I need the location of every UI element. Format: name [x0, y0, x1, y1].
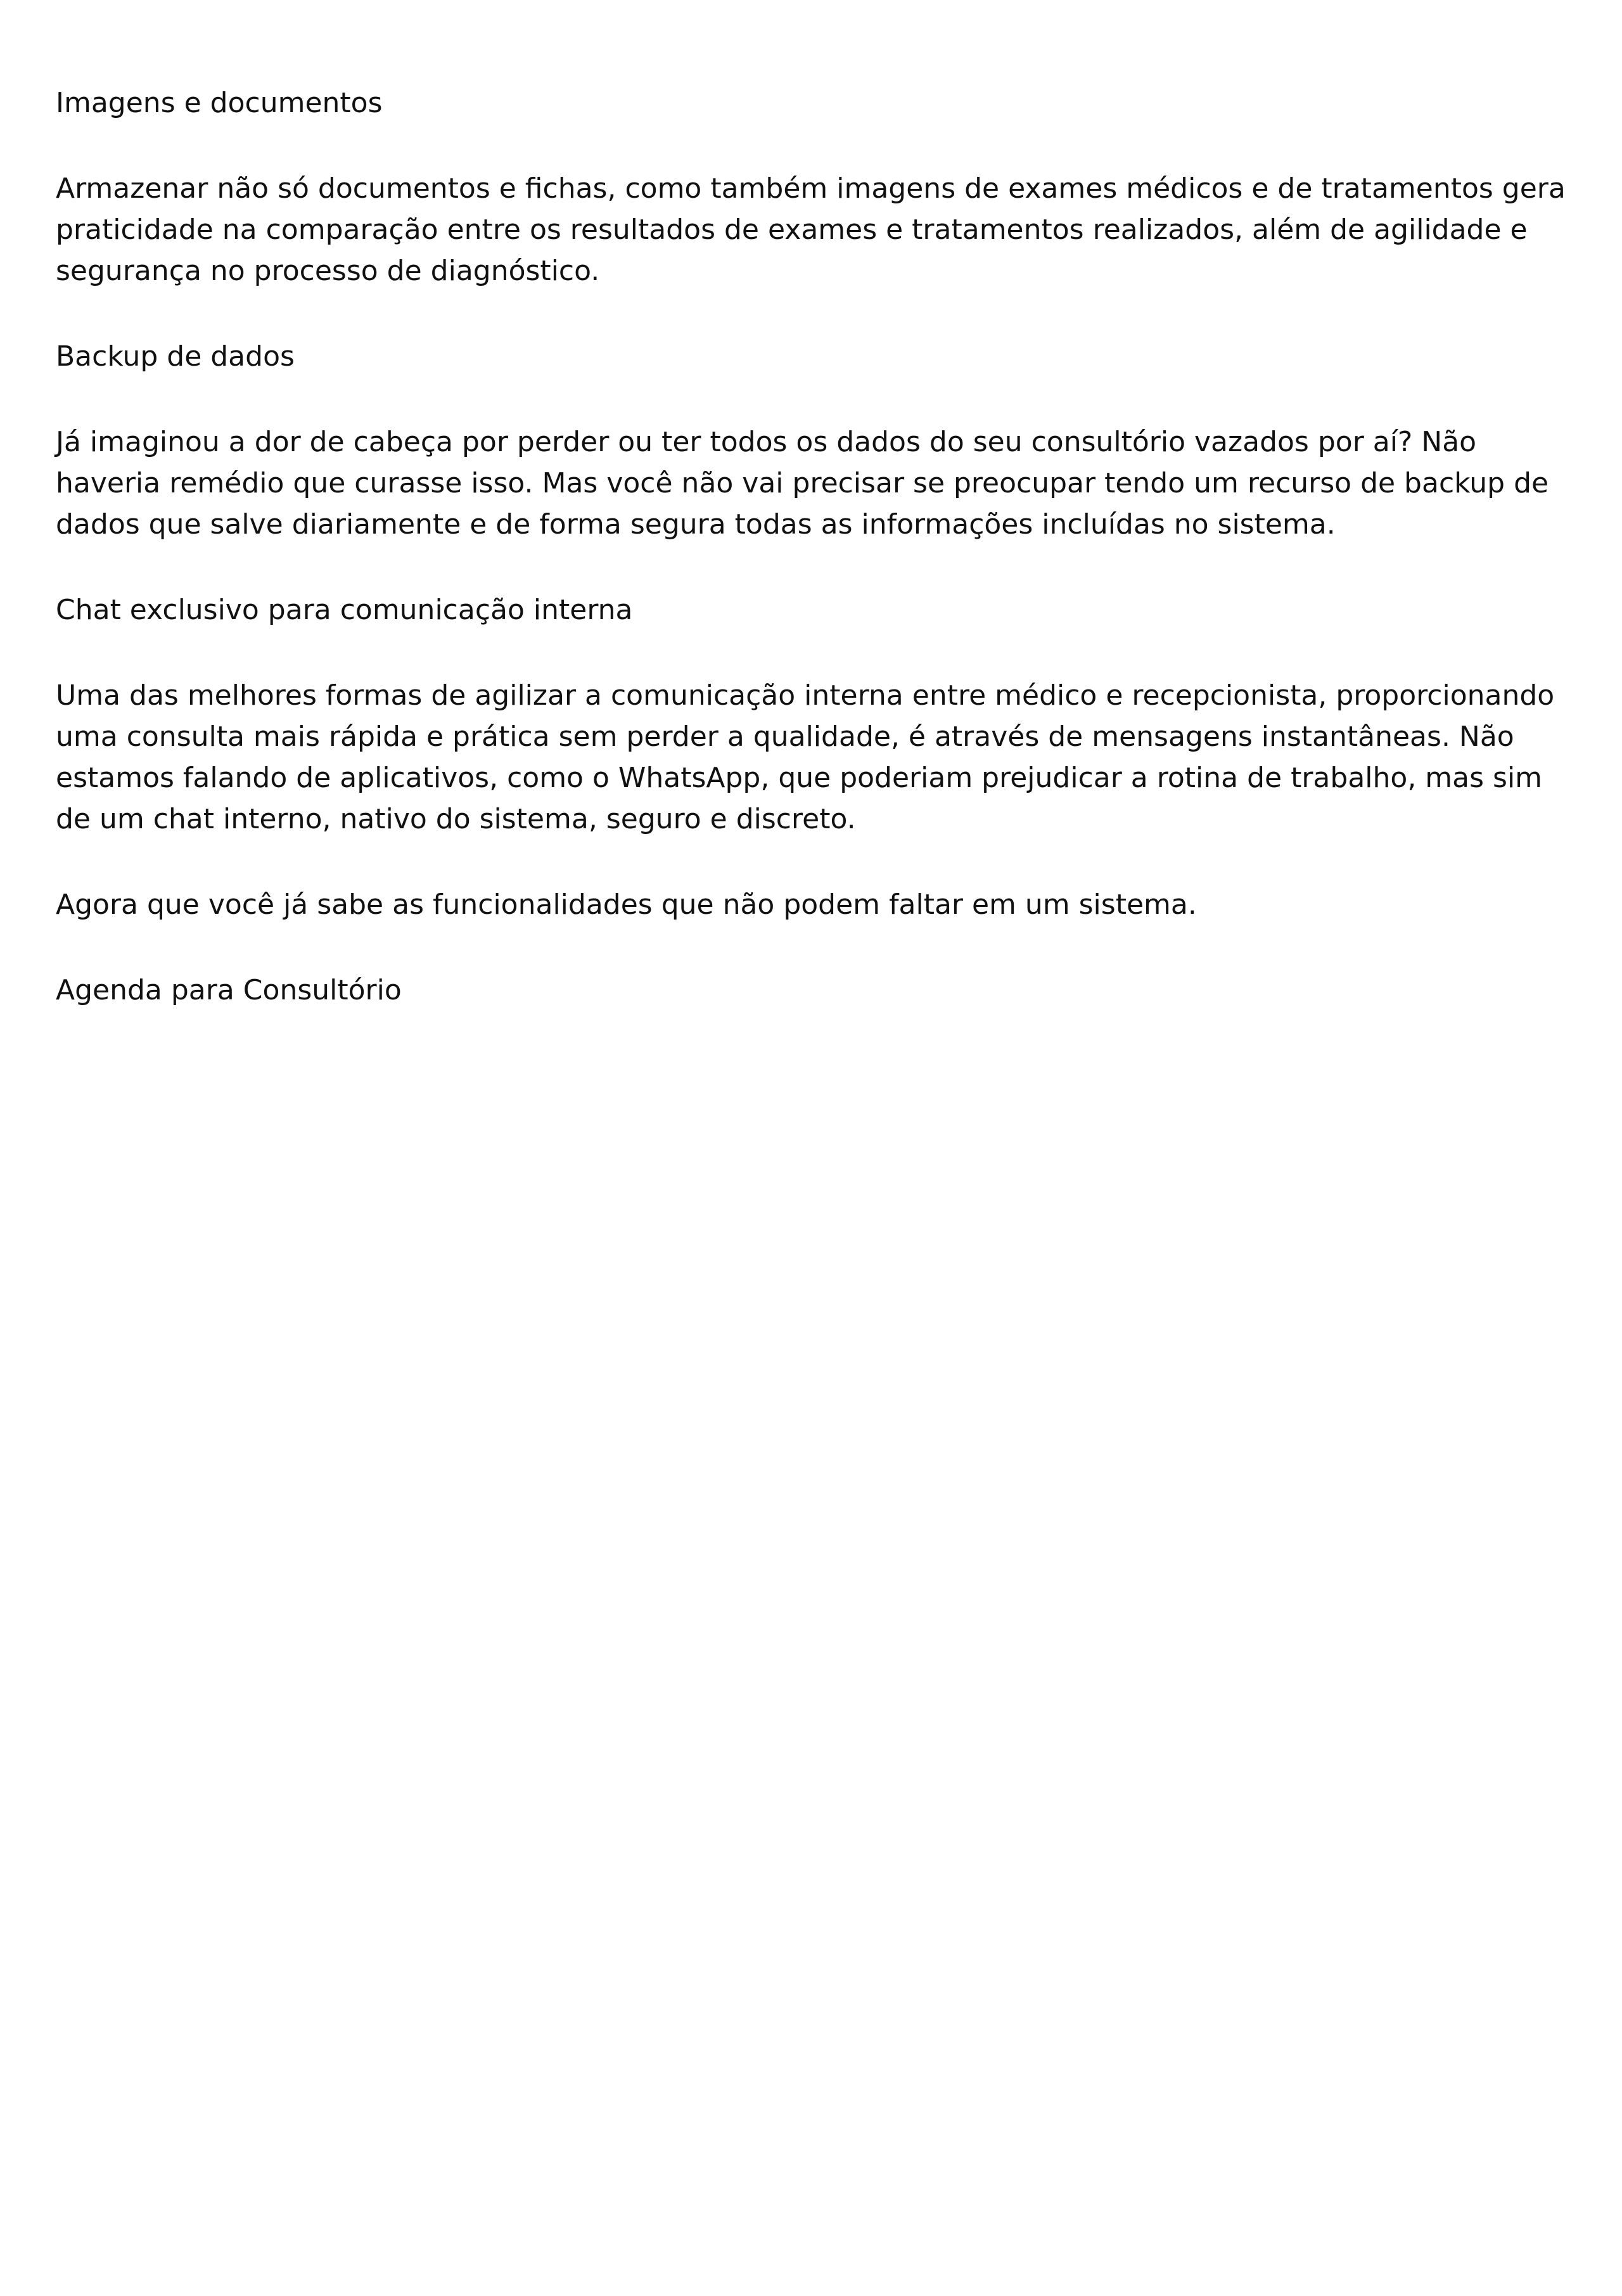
section-heading-images: Imagens e documentos	[56, 87, 383, 119]
paragraph-chat: Uma das melhores formas de agilizar a comunicação interna entre médico e recepcionista, proporcionando uma consulta mais rápida e prática sem perder a qualidade, é através de mensagens instantâneas. Não estamos falando de aplicativos, como o WhatsApp, que poderiam prejudicar a rotina de trabalho, mas sim de um chat interno, nativo do sistema, seguro e discreto.	[56, 679, 1555, 835]
paragraph-conclusion: Agora que você já sabe as funcionalidades que não podem faltar em um sistema.	[56, 888, 1197, 921]
section-heading-chat: Chat exclusivo para comunicação interna	[56, 594, 633, 626]
section-heading-backup: Backup de dados	[56, 340, 295, 373]
paragraph-backup: Já imaginou a dor de cabeça por perder ou ter todos os dados do seu consultório vazados por aí? Não haveria remédio que curasse isso. Mas você não vai precisar se preocupar tendo um recurso de backup de dados que salve diariamente e de forma segura todas as informações incluídas no sistema.	[56, 426, 1549, 541]
document-body	[56, 82, 1576, 1055]
paragraph-images: Armazenar não só documentos e fichas, como também imagens de exames médicos e de tratamentos gera praticidade na comparação entre os resultados de exames e tratamentos realizados, além de agilidade e segurança no processo de diagnóstico.	[56, 172, 1566, 287]
section-heading-agenda: Agenda para Consultório	[56, 974, 402, 1006]
